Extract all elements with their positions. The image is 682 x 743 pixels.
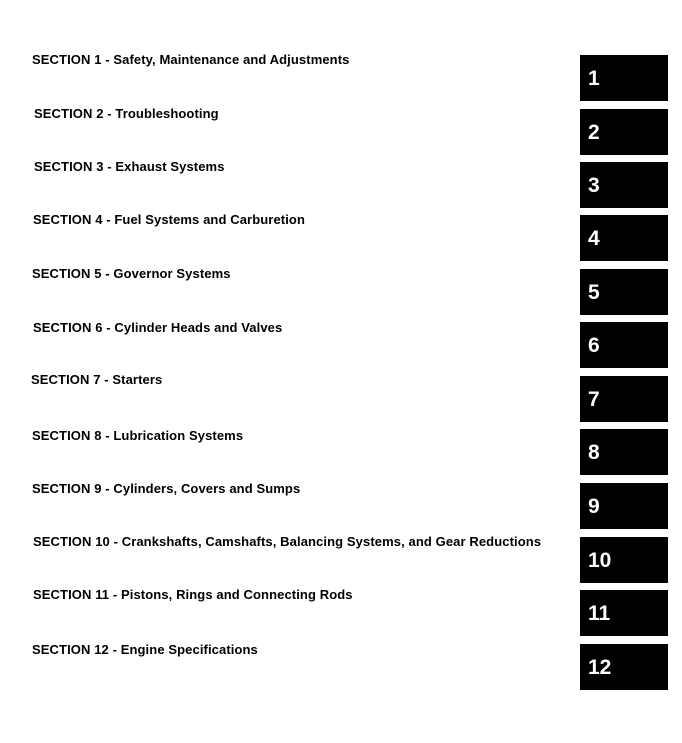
section-tab-9[interactable] <box>580 483 668 529</box>
section-tab-number: 3 <box>588 174 600 197</box>
section-tab-number: 10 <box>588 549 612 572</box>
section-link-6[interactable]: SECTION 6 - Cylinder Heads and Valves <box>33 320 283 335</box>
section-tab-number: 1 <box>588 67 600 90</box>
section-link-4[interactable]: SECTION 4 - Fuel Systems and Carburetion <box>33 212 305 227</box>
section-link-11[interactable]: SECTION 11 - Pistons, Rings and Connecting Rods <box>33 587 353 602</box>
section-link-2[interactable]: SECTION 2 - Troubleshooting <box>34 106 219 121</box>
section-tab-3[interactable] <box>580 162 668 208</box>
section-tab-11[interactable] <box>580 590 668 636</box>
section-tab-4[interactable] <box>580 215 668 261</box>
section-link-7[interactable]: SECTION 7 - Starters <box>31 372 163 387</box>
section-tab-number: 4 <box>588 227 600 250</box>
section-link-1[interactable]: SECTION 1 - Safety, Maintenance and Adjustments <box>32 52 350 67</box>
section-tab-10[interactable] <box>580 537 668 583</box>
section-tab-number: 6 <box>588 334 600 357</box>
section-tab-6[interactable] <box>580 322 668 368</box>
section-link-12[interactable]: SECTION 12 - Engine Specifications <box>32 642 258 657</box>
section-tab-number: 2 <box>588 121 600 144</box>
section-tab-5[interactable] <box>580 269 668 315</box>
section-link-3[interactable]: SECTION 3 - Exhaust Systems <box>34 159 225 174</box>
section-tab-number: 7 <box>588 388 600 411</box>
section-tab-number: 12 <box>588 656 612 679</box>
section-tab-2[interactable] <box>580 109 668 155</box>
section-tab-number: 8 <box>588 441 600 464</box>
section-tab-number: 5 <box>588 281 600 304</box>
section-link-9[interactable]: SECTION 9 - Cylinders, Covers and Sumps <box>32 481 301 496</box>
section-tab-number: 9 <box>588 495 600 518</box>
section-tab-12[interactable] <box>580 644 668 690</box>
section-tab-1[interactable] <box>580 55 668 101</box>
section-tab-number: 11 <box>588 602 611 625</box>
section-link-8[interactable]: SECTION 8 - Lubrication Systems <box>32 428 244 443</box>
section-link-10[interactable]: SECTION 10 - Crankshafts, Camshafts, Balancing Systems, and Gear Reductions <box>33 534 542 549</box>
section-link-5[interactable]: SECTION 5 - Governor Systems <box>32 266 231 281</box>
section-tab-7[interactable] <box>580 376 668 422</box>
section-tab-8[interactable] <box>580 429 668 475</box>
